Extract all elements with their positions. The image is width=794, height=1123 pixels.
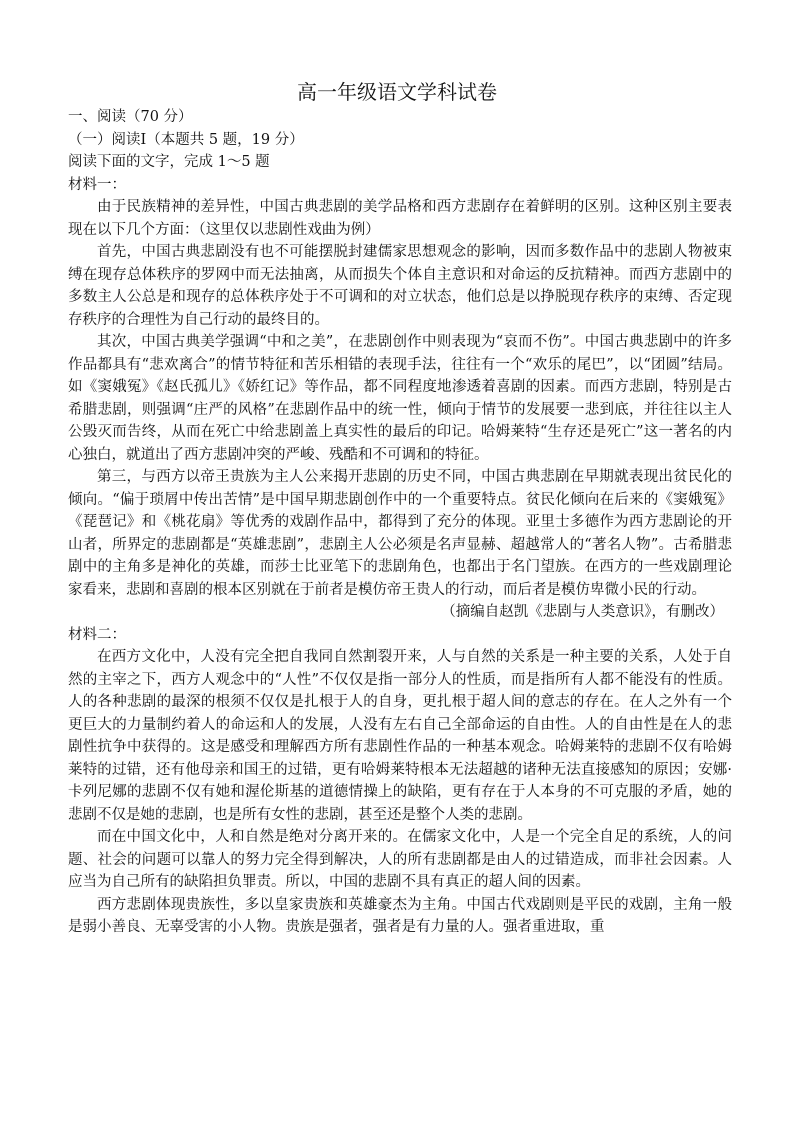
material-two-paragraph: 而在中国文化中，人和自然是绝对分离开来的。在儒家文化中，人是一个完全自足的系统，人的问题、社会的问题可以靠人的努力完全得到解决，人的所有悲剧都是由人的过错造成，而非社会因素。人应当为自己所有的缺陷担负罪责。所以，中国的悲剧不具有真正的超人间的因素。 xyxy=(68,829,732,890)
section-heading: 一、阅读（70 分） xyxy=(68,109,193,125)
material-two-label: 材料二： xyxy=(68,626,126,643)
material-one-paragraph: 其次，中国古典美学强调“中和之美”，在悲剧创作中则表现为“哀而不伤”。中国古典悲剧中的许多作品都具有“悲欢离合”的情节特征和苦乐相错的表现手法，往往有一个“欢乐的尾巴”，以“团圆”结局。如《窦娥冤》《赵氏孤儿》《娇红记》等作品，都不同程度地渗透着喜剧的因素。而西方悲剧，特别是古希腊悲剧，则强调“庄严的风格”在悲剧作品中的统一性，倾向于情节的发展要一悲到底，并往往以主人公毁灭而告终，从而在死亡中给悲剧盖上真实性的最后的印记。哈姆莱特“生存还是死亡”这一著名的内心独白，就道出了西方悲剧冲突的严峻、残酷和不可调和的特征。 xyxy=(68,334,732,463)
reading-content xyxy=(68,106,732,939)
subsection-heading: （一）阅读Ⅰ（本题共 5 题，19 分） xyxy=(68,131,304,148)
material-two-paragraph: 在西方文化中，人没有完全把自我同自然割裂开来，人与自然的关系是一种主要的关系，人处于自然的主宰之下，西方人观念中的“人性”不仅仅是指一部分人的性质，而是指所有人都不能没有的性质。人的各种悲剧的最深的根须不仅仅是扎根于人的自身，更扎根于超人间的意志的存在。在人之外有一个更巨大的力量制约着人的命运和人的发展，人没有左右自己全部命运的自由性。人的自由性是在人的悲剧性抗争中获得的。这是感受和理解西方所有悲剧性作品的一种基本观念。哈姆莱特的悲剧不仅有哈姆莱特的过错，还有他母亲和国王的过错，更有哈姆莱特根本无法超越的诸种无法直接感知的原因；安娜·卡列尼娜的悲剧不仅有她和渥伦斯基的道德情操上的缺陷，更有存在于人本身的不可克服的矛盾，她的悲剧不仅是她的悲剧，也是所有女性的悲剧，甚至还是整个人类的悲剧。 xyxy=(68,649,732,823)
material-one-paragraph: 第三，与西方以帝王贵族为主人公来揭开悲剧的历史不同，中国古典悲剧在早期就表现出贫民化的倾向。“偏于琐屑中传出苦情”是中国早期悲剧创作中的一个重要特点。贫民化倾向在后来的《窦娥冤》《琵琶记》和《桃花扇》等优秀的戏剧作品中，都得到了充分的体现。亚里士多德作为西方悲剧论的开山者，所界定的悲剧都是“英雄悲剧”，悲剧主人公必须是名声显赫、超越常人的“著名人物”。古希腊悲剧中的主角多是神化的英雄，而莎士比亚笔下的悲剧角色，也都出于名门望族。在西方的一些戏剧理论家看来，悲剧和喜剧的根本区别就在于前者是模仿帝王贵人的行动，而后者是模仿卑微小民的行动。 xyxy=(68,469,732,598)
material-one-paragraph: 由于民族精神的差异性，中国古典悲剧的美学品格和西方悲剧存在着鲜明的区别。这种区别主要表现在以下几个方面：（这里仅以悲剧性戏曲为例） xyxy=(68,199,732,238)
material-one-label: 材料一： xyxy=(68,176,126,193)
page-title: 高一年级语文学科试卷 xyxy=(297,80,497,104)
material-one-source: （摘编自赵凯《悲剧与人类意识》，有删改） xyxy=(441,604,724,620)
material-two-paragraph: 西方悲剧体现贵族性，多以皇家贵族和英雄豪杰为主角。中国古代戏剧则是平民的戏剧，主角一般是弱小善良、无辜受害的小人物。贵族是强者，强者是有力量的人。强者重进取，重 xyxy=(68,896,732,935)
instruction: 阅读下面的文字，完成 1～5 题 xyxy=(68,154,270,170)
material-one-paragraph: 首先，中国古典悲剧没有也不可能摆脱封建儒家思想观念的影响，因而多数作品中的悲剧人物被束缚在现存总体秩序的罗网中而无法抽离，从而损失个体自主意识和对命运的反抗精神。而西方悲剧中的多数主人公总是和现存的总体秩序处于不可调和的对立状态，他们总是以挣脱现存秩序的束缚、否定现存秩序的合理性为自己行动的最终目的。 xyxy=(68,244,732,328)
